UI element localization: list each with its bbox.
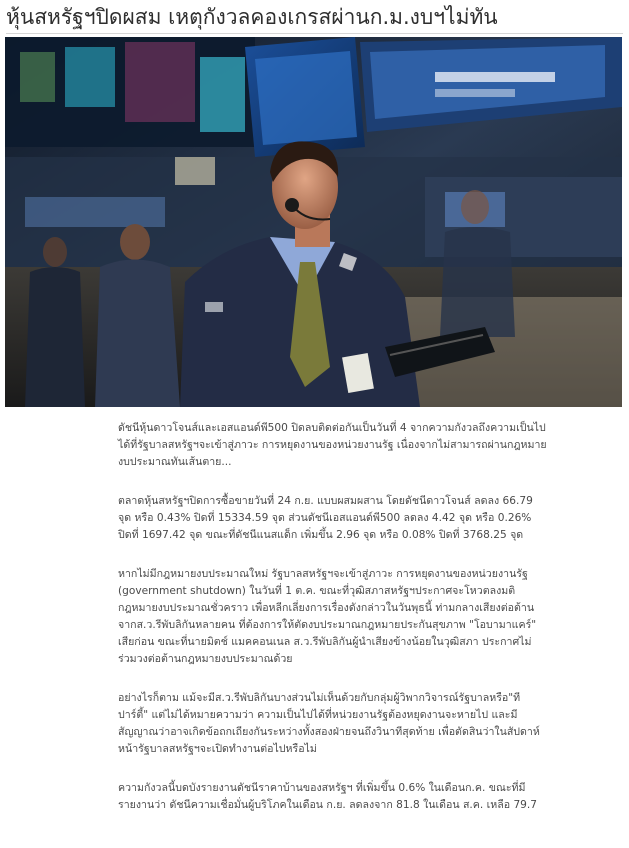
trading-floor-photo	[5, 37, 622, 407]
article-photo	[5, 37, 622, 407]
article-paragraph-3: หากไม่มีกฎหมายงบประมาณใหม่ รัฐบาลสหรัฐฯจะเข้าสู่ภาวะ การหยุดงานของหน่วยงานรัฐ (government shutdown) ในวันที่ 1 ต.ค. ขณะที่วุฒิสภาสหรัฐฯประกาศจะโหวตลงมติกฎหมายงบประมาณชั่วคราว เพื่อหลีกเลี่ยงการเรื่องดังกล่าวในวันพุธนี้ ท่ามกลางเสียงต่อต้านจากส.ว.รีพับลิกันหลายคน ที่ต้องการให้ตัดงบประมาณกฎหมายประกันสุขภาพ "โอบามาแคร์" เสียก่อน ขณะที่นายมิตช์ แมคคอนเนล ส.ว.รีพับลิกันผู้นำเสียงข้างน้อยในวุฒิสภา ประกาศไม่ร่วมวงต่อต้านกฎหมายงบประมาณด้วย	[118, 568, 537, 665]
article-paragraph-1: ดัชนีหุ้นดาวโจนส์และเอสแอนด์พี500 ปิดลบติดต่อกันเป็นวันที่ 4 จากความกังวลถึงความเป็นไปได้ที่รัฐบาลสหรัฐฯจะเข้าสู่ภาวะ การหยุดงานของหน่วยงานรัฐ เนื่องจากไม่สามารถผ่านกฎหมายงบประมาณทันเส้นตาย...	[118, 422, 547, 468]
article-body	[118, 420, 548, 836]
headline-divider	[6, 33, 623, 34]
article-paragraph-5: ความกังวลนี้บดบังรายงานดัชนีราคาบ้านของสหรัฐฯ ที่เพิ่มขึ้น 0.6% ในเดือนก.ค. ขณะที่มีรายงานว่า ดัชนีความเชื่อมั่นผู้บริโภคในเดือน ก.ย. ลดลงจาก 81.8 ในเดือน ส.ค. เหลือ 79.7	[118, 782, 538, 811]
article-headline: หุ้นสหรัฐฯปิดผสม เหตุกังวลคองเกรสผ่านก.ม.งบฯไม่ทัน	[6, 5, 498, 29]
article-paragraph-2: ตลาดหุ้นสหรัฐฯปิดการซื้อขายวันที่ 24 ก.ย. แบบผสมผสาน โดยดัชนีดาวโจนส์ ลดลง 66.79 จุด หรือ 0.43% ปิดที่ 15334.59 จุด ส่วนดัชนีเอสแอนด์พี500 ลดลง 4.42 จุด หรือ 0.26% ปิดที่ 1697.42 จุด ขณะที่ดัชนีแนสแด็ก เพิ่มขึ้น 2.96 จุด หรือ 0.08% ปิดที่ 3768.25 จุด	[118, 495, 533, 541]
article-paragraph-4: อย่างไรก็ตาม แม้จะมีส.ว.รีพับลิกันบางส่วนไม่เห็นด้วยกับกลุ่มผู้วิพากวิจารณ์รัฐบาลหรือ"ที ปาร์ตี้" แต่ไม่ได้หมายความว่า ความเป็นไปได้ที่หน่วยงานรัฐต้องหยุดงานจะหายไป และมีสัญญาณว่าอาจเกิดข้อถกเถียงกันระหว่างทั้งสองฝ่ายจนถึงวินาทีสุดท้าย เพื่อตัดสินว่าในสัปดาห์หน้ารัฐบาลสหรัฐฯจะเปิดทำงานต่อไปหรือไม่	[118, 692, 540, 755]
